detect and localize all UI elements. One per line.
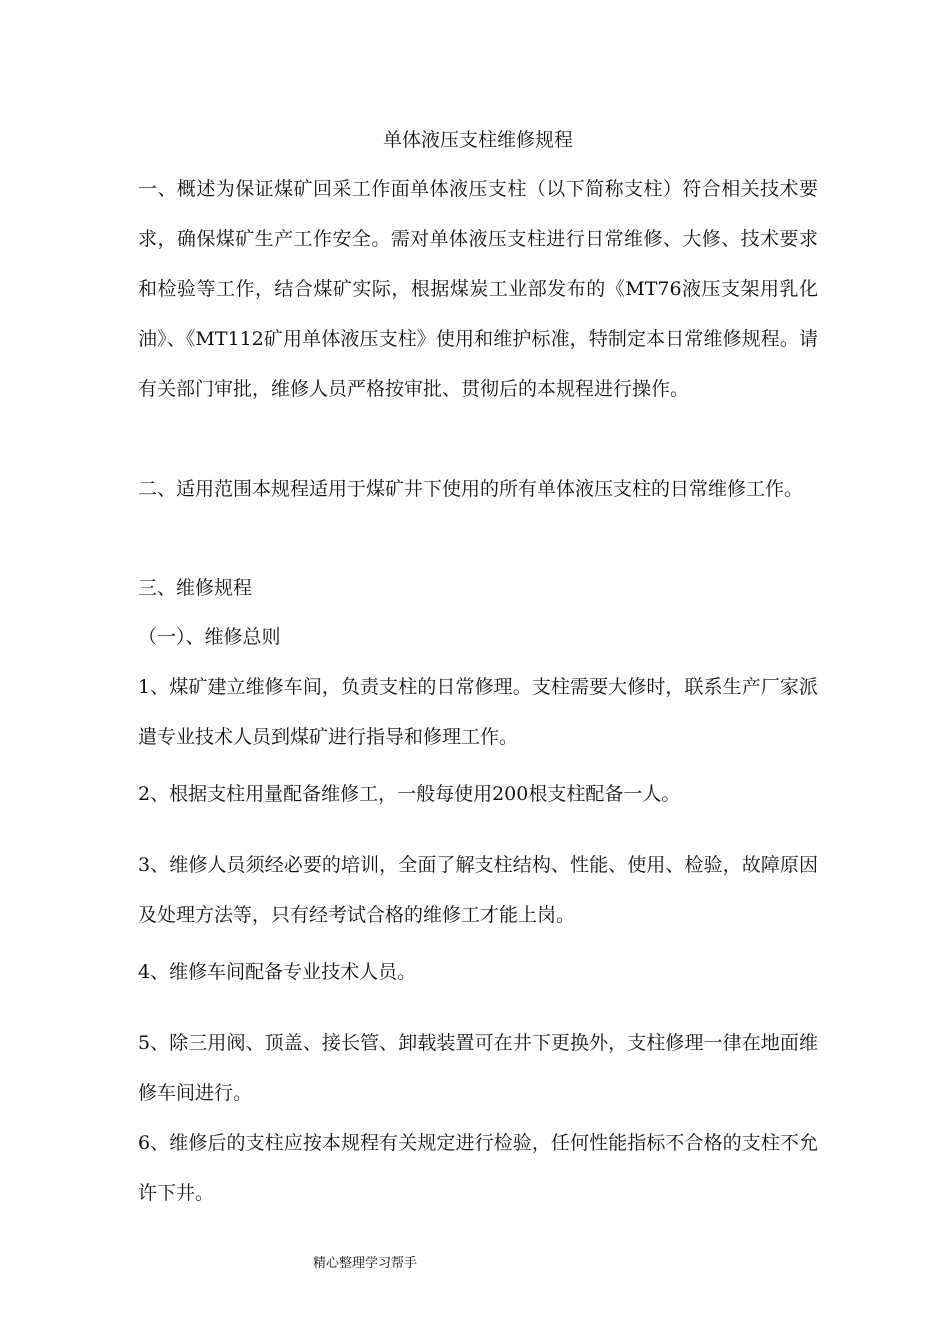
footer-text: 精心整理学习帮手 (313, 1256, 418, 1271)
rule-item-6: 6、维修后的支柱应按本规程有关规定进行检验，任何性能指标不合格的支柱不允许下井。 (138, 1132, 818, 1204)
rule-item-2: 2、根据支柱用量配备维修工，一般每使用200根支柱配备一人。 (138, 783, 681, 805)
paragraph-scope: 二、适用范围本规程适用于煤矿井下使用的所有单体液压支柱的日常维修工作。 (138, 478, 804, 500)
rule-item-3: 3、维修人员须经必要的培训，全面了解支柱结构、性能、使用、检验，故障原因及处理方法等，只有经考试合格的维修工才能上岗。 (138, 854, 818, 926)
rule-item-5: 5、除三用阀、顶盖、接长管、卸载装置可在井下更换外，支柱修理一律在地面维修车间进行。 (138, 1032, 818, 1104)
rule-item-4: 4、维修车间配备专业技术人员。 (138, 961, 417, 983)
section-heading-rules: 三、维修规程 (138, 577, 253, 599)
subsection-heading-general: （一）、维修总则 (138, 626, 281, 648)
rule-item-1: 1、煤矿建立维修车间，负责支柱的日常修理。支柱需要大修时，联系生产厂家派遣专业技术人员到煤矿进行指导和修理工作。 (138, 676, 818, 748)
paragraph-overview: 一、概述为保证煤矿回采工作面单体液压支柱（以下简称支柱）符合相关技术要求，确保煤矿生产工作安全。需对单体液压支柱进行日常维修、大修、技术要求和检验等工作，结合煤矿实际，根据煤炭工业部发布的《MT76液压支架用乳化油》、《MT112矿用单体液压支柱》使用和维护标准，特制定本日常维修规程。请有关部门审批，维修人员严格按审批、贯彻后的本规程进行操作。 (138, 178, 818, 400)
document-title: 单体液压支柱维修规程 (382, 129, 573, 151)
